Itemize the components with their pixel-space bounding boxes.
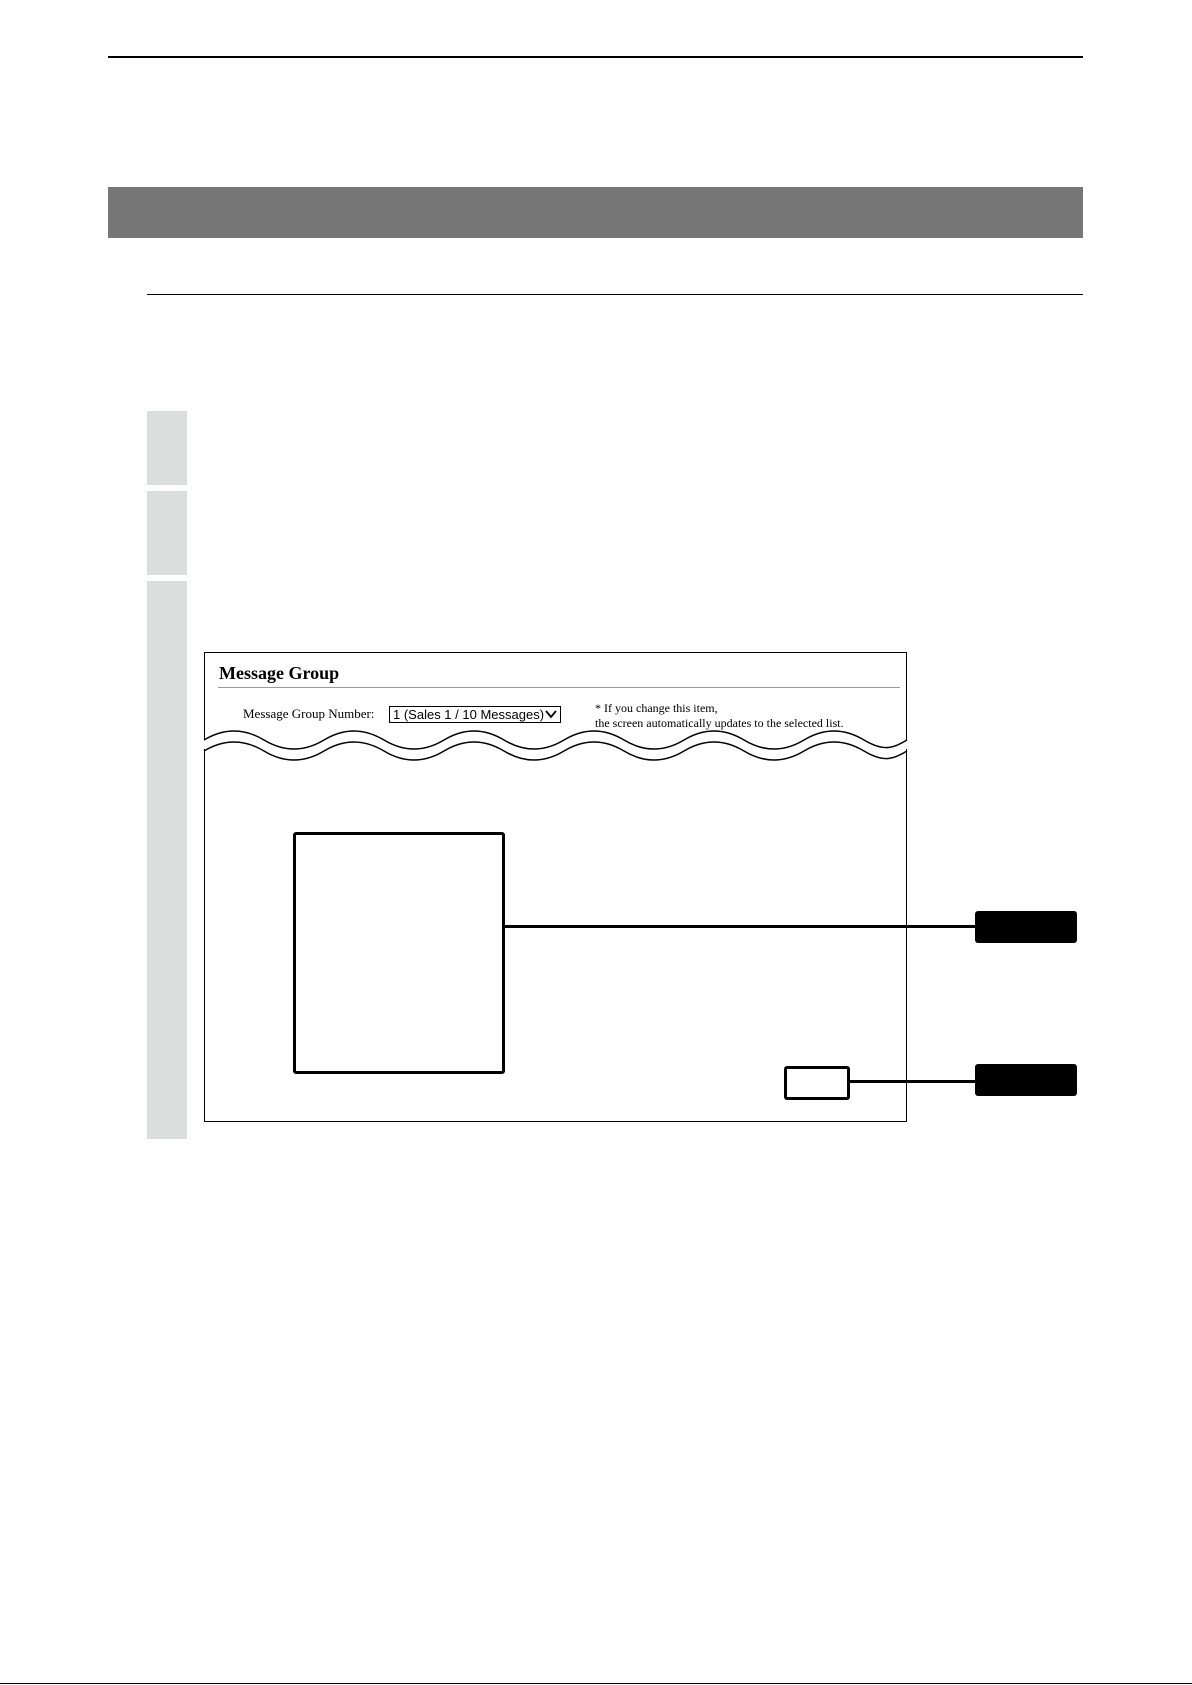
callout-leader-line (505, 925, 976, 928)
header-rule (108, 56, 1083, 58)
message-list-highlight (293, 832, 505, 1074)
callout-tag-2 (975, 1064, 1077, 1096)
page-title: Message Group (219, 663, 340, 683)
callout-tag-1 (975, 911, 1077, 943)
subsection-rule (147, 294, 1083, 295)
button-highlight (784, 1066, 850, 1100)
group-number-label: Message Group Number: (243, 706, 375, 721)
group-number-value: 1 (Sales 1 / 10 Messages) (393, 707, 545, 722)
title-divider (218, 687, 900, 688)
note-line-1: * If you change this item, (595, 701, 718, 715)
callout-leader-line (850, 1080, 976, 1083)
section-title-bar (108, 187, 1083, 238)
step-3-marker (147, 581, 187, 1139)
step-1-marker (147, 411, 187, 485)
chevron-down-icon (544, 707, 558, 722)
note-line-2: the screen automatically updates to the selected list. (595, 716, 844, 730)
step-2-marker (147, 491, 187, 575)
auto-update-note (595, 701, 844, 731)
footer-rule (0, 1683, 1192, 1684)
group-number-select[interactable] (389, 706, 561, 723)
screenshot-break-wave (200, 730, 911, 766)
